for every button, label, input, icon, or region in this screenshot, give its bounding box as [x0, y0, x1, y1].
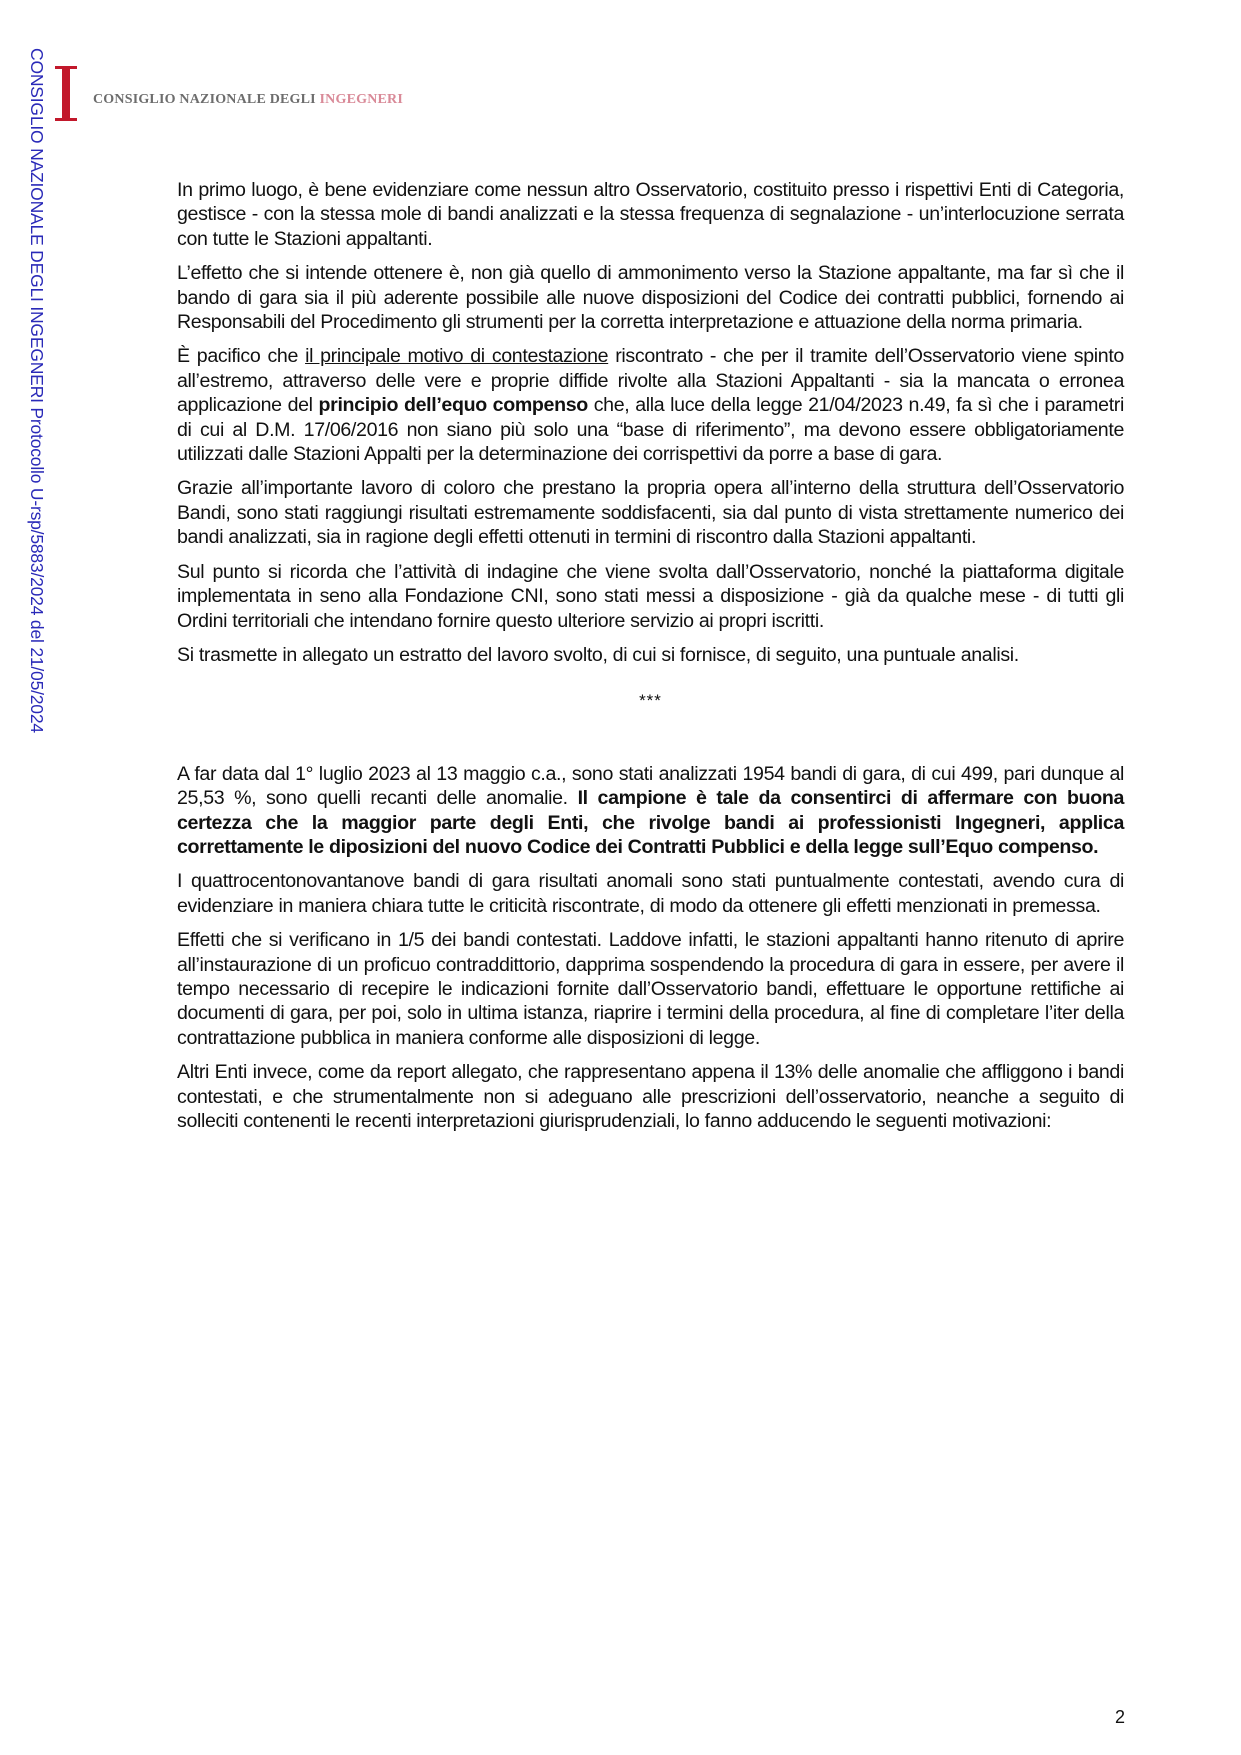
section-separator: *** [639, 691, 662, 711]
paragraph-6: Si trasmette in allegato un estratto del lavoro svolto, di cui si fornisce, di seguito, una puntuale analisi. [177, 643, 1019, 666]
paragraph-9: Effetti che si verificano in 1/5 dei bandi contestati. Laddove infatti, le stazioni appaltanti hanno ritenuto di aprire all’instaurazione di un proficuo contraddittorio, dapprima sospendendo la procedura di gara in essere, per avere il tempo necessario di recepire le indicazioni fornite dall’Osservatorio bandi, effettuare le opportune rettifiche ai documenti di gara, per poi, solo in ultima istanza, riaprire i termini della procedura, al fine di completare l’iter della contrattazione pubblica in maniera conforme alle disposizioni di legge. [177, 929, 1124, 1049]
text-run: riscontrato - che per il tramite dell’Osservatorio viene spinto all’estremo, attraverso delle vere e proprie diffide rivolte alla Stazioni Appaltanti - sia la mancata o erronea applicazione del [177, 345, 1124, 417]
paragraph-8: I quattrocentonovantanove bandi di gara risultati anomali sono stati puntualmente contestati, avendo cura di evidenziare in maniera chiara tutte le criticità riscontrate, di modo da ottenere gli effetti menzionati in premessa. [177, 870, 1124, 917]
paragraph-2: L’effetto che si intende ottenere è, non già quello di ammonimento verso la Stazione appaltante, ma far sì che il bando di gara sia il più aderente possibile alle nuove disposizioni del Codice dei contratti pubblici, fornendo ai Responsabili del Procedimento gli strumenti per la corretta interpretazione e attuazione della norma primaria. [177, 262, 1124, 334]
text-run: che, alla luce della legge 21/04/2023 n.49, fa sì che i parametri di cui al D.M. 17/06/2016 non siano più solo una “base di riferimento”, ma devono essere obbligatoriamente utilizzati dalle Stazioni Appalti per la determinazione dei corrispettivi da porre a base di gara. [177, 394, 1124, 466]
cni-logo-icon [55, 66, 77, 121]
page-number: 2 [1115, 1707, 1126, 1727]
paragraph-10: Altri Enti invece, come da report allegato, che rappresentano appena il 13% delle anomalie che affliggono i bandi contestati, e che strumentalmente non si adeguano alle prescrizioni dell’osservatorio, neanche a seguito di solleciti contenenti le recenti interpretazioni giurisprudenziali, lo fanno adducendo le seguenti motivazioni: [177, 1061, 1124, 1132]
paragraph-3 [177, 344, 1124, 466]
paragraph-7 [177, 762, 1124, 860]
document-body [177, 178, 1124, 1143]
paragraph-5: Sul punto si ricorda che l’attività di indagine che viene svolta dall’Osservatorio, nonché la piattaforma digitale implementata in seno alla Fondazione CNI, sono stati messi a disposizione - già da qualche mese - di tutti gli Ordini territoriali che intendano fornire questo ulteriore servizio ai propri iscritti. [177, 560, 1124, 632]
text-run: A far data dal 1° luglio 2023 al 13 maggio c.a., sono stati analizzati 1954 bandi di gara, di cui 499, pari dunque al 25,53 %, sono quelli recanti delle anomalie. [177, 762, 1124, 810]
paragraph-4: Grazie all’importante lavoro di coloro che prestano la propria opera all’interno della struttura dell’Osservatorio Bandi, sono stati raggiungi risultati estremamente soddisfacenti, sia dal punto di vista strettamente numerico dei bandi analizzati, sia in ragione degli effetti ottenuti in termini di riscontro dalla Stazioni appaltanti. [177, 477, 1124, 549]
paragraph-1: In primo luogo, è bene evidenziare come nessun altro Osservatorio, costituito presso i rispettivi Enti di Categoria, gestisce - con la stessa mole di bandi analizzati e la stessa frequenza di segnalazione - un’interlocuzione serrata con tutte le Stazioni appaltanti. [177, 179, 1124, 250]
bold-text: principio dell’equo compenso [318, 394, 588, 417]
bold-text: Il campione è tale da consentirci di affermare con buona certezza che la maggior parte degli Enti, che rivolge bandi ai professionisti Ingegneri, applica correttamente le diposizioni del nuovo Codice dei Contratti Pubblici e della legge sull’Equo compenso. [177, 787, 1124, 858]
text-run: È pacifico che [177, 345, 306, 368]
org-name-header [93, 92, 403, 108]
underlined-text: il principale motivo di contestazione [305, 345, 609, 368]
org-name-accent: INGEGNERI [319, 92, 404, 107]
org-name-main: CONSIGLIO NAZIONALE DEGLI [93, 92, 320, 107]
protocol-stamp: CONSIGLIO NAZIONALE DEGLI INGEGNERI Protocollo U-rsp/5883/2024 del 21/05/2024 [27, 48, 47, 733]
